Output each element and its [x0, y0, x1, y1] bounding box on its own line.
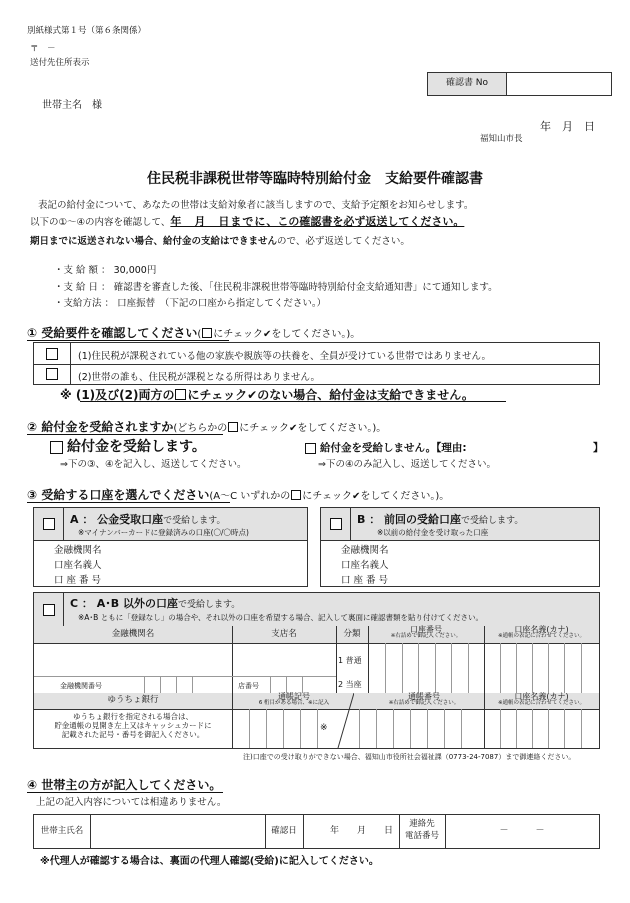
- issue-date: 年 月 日: [540, 120, 595, 133]
- section1-heading: ① 受給要件を確認してください( にチェック✔をしてください。)。: [27, 326, 361, 340]
- requirement2-text: (2)世帯の誰も、住民税が課税となる所得はありません。: [78, 372, 321, 383]
- section4-heading: ④ 世帯主の方が記入してください。: [27, 778, 222, 792]
- yucho-diagonal: [332, 693, 354, 748]
- bank-name-field[interactable]: [34, 643, 232, 673]
- option-b-title: B ： 前回の受給口座で受給します。: [357, 513, 524, 526]
- contact-note: 注)口座での受け取りができない場合、福知山市役所社会福祉課（0773-24-7087）まで御連絡ください。: [243, 753, 576, 761]
- confirm-date-field[interactable]: 年 月 日: [329, 825, 393, 836]
- type-ordinary[interactable]: 1 普通: [338, 656, 362, 665]
- option-receive[interactable]: 給付金を受給します。: [50, 436, 206, 456]
- yucho-instructions: ゆうちょ銀行を指定される場合は、 貯金通帳の見開き左上又はキャッシュカードに 記載された記号・番号を御記入ください。: [54, 712, 212, 739]
- confirm-no-box: [427, 72, 612, 96]
- option-c-checkbox[interactable]: [34, 593, 63, 626]
- option-decline-close: 】: [593, 442, 604, 454]
- option-a-bank: 金融機関名: [54, 545, 102, 556]
- head-signature-table: [33, 814, 600, 849]
- intro-line-3: 期日までに返送されない場合、給付金の支給はできませんので、必ず返送してください。: [30, 236, 410, 247]
- col-kana: 口座名義(カナ) ※通帳の表記に合わせてください。: [497, 625, 586, 639]
- address-label: 送付先住所表示: [30, 58, 90, 68]
- option-receive-note: ⇒下の③、④を記入し、返送してください。: [60, 459, 247, 470]
- confirm-no-label: 確認書 No: [428, 73, 506, 95]
- option-b-checkbox[interactable]: [321, 508, 350, 540]
- option-a-number: 口 座 番 号: [54, 575, 102, 586]
- confirm-no-field[interactable]: [508, 73, 610, 95]
- option-b-number: 口 座 番 号: [341, 575, 389, 586]
- option-b-holder: 口座名義人: [341, 560, 389, 571]
- tel-label: 連絡先 電話番号: [404, 819, 439, 841]
- postal-code: 〒 －: [30, 44, 56, 54]
- yucho-kana-label: 口座名義(カナ) ※通帳の表記に合わせてください。: [497, 692, 586, 706]
- option-c-sub: ※A･B ともに「登録なし」の場合や、それ以外の口座を希望する場合、記入して裏面に確認書類を貼り付けてください。: [78, 613, 484, 622]
- proxy-note: ※代理人が確認する場合は、裏面の代理人確認(受給)に記入してください。: [40, 856, 379, 867]
- intro-line-2: 以下の①～④の内容を確認して、年 月 日までに、この確認書を必ず返送してください。: [30, 215, 465, 228]
- account-option-c: [33, 592, 600, 749]
- section3-heading: ③ 受給する口座を選んでください(A～C いずれかの にチェック✔をしてください。)。: [27, 488, 450, 502]
- account-option-a: [33, 507, 308, 587]
- deadline-date: 年 月 日までに: [170, 215, 267, 228]
- info-method: ・支給方法 ： 口座振替 （下記の口座から指定してください。）: [54, 298, 327, 309]
- yucho-kigo-label: 通帳記号 6 桁目がある場合、※に記入: [258, 692, 330, 706]
- yucho-star: ※: [320, 723, 328, 733]
- bank-code-label: 金融機関番号: [60, 682, 102, 690]
- section2-heading: ② 給付金を受給されますか(どちらかの にチェック✔をしてください。)。: [27, 420, 387, 434]
- info-amount: ・支 給 額 ： 30,000円: [54, 265, 157, 276]
- option-decline-note: ⇒下の④のみ記入し、返送してください。: [318, 459, 496, 470]
- option-b-bank: 金融機関名: [341, 545, 389, 556]
- option-a-checkbox[interactable]: [34, 508, 63, 540]
- option-b-sub: ※以前の給付金を受け取った口座: [377, 528, 489, 537]
- account-option-b: [320, 507, 600, 587]
- section1-warning: ※ (1)及び(2)両方の にチェック✔のない場合、給付金は支給できません。: [60, 388, 474, 402]
- col-type: 分類: [343, 628, 361, 639]
- head-name-field[interactable]: [91, 815, 265, 848]
- branch-name-field[interactable]: [232, 643, 336, 673]
- yucho-label: ゆうちょ銀行: [107, 695, 159, 706]
- yucho-number-label: 通帳番号 ※右詰めで御記入ください。: [388, 692, 460, 706]
- requirement1-text: (1)住民税が課税されている他の家族や親族等の扶養を、全員が受けている世帯ではありません。: [78, 351, 492, 362]
- option-c-title: C ： A･B 以外の口座で受給します。: [70, 597, 241, 610]
- recipient-name: 世帯主名 様: [42, 100, 102, 111]
- requirement1-checkbox[interactable]: [34, 343, 70, 364]
- form-number: 別紙様式第１号（第６条関係）: [27, 26, 147, 36]
- col-branch: 支店名: [271, 628, 297, 639]
- section4-sub: 上記の記入内容については相違ありません。: [36, 797, 227, 808]
- tel-field[interactable]: － －: [499, 825, 545, 836]
- info-date: ・支 給 日 ： 確認書を審査した後、「住民税非課税世帯等臨時特別給付金支給通知書」にて通知します。: [54, 282, 498, 293]
- col-bank: 金融機関名: [111, 628, 155, 639]
- option-a-holder: 口座名義人: [54, 560, 102, 571]
- requirement2-checkbox[interactable]: [34, 364, 70, 384]
- confirm-date-label: 確認日: [271, 825, 297, 836]
- option-a-sub: ※マイナンバーカードに登録済みの口座(〇/〇時点): [78, 528, 249, 537]
- section1-table: [33, 342, 600, 385]
- document-title: 住民税非課税世帯等臨時特別給付金 支給要件確認書: [147, 171, 483, 187]
- issuer: 福知山市長: [480, 134, 523, 144]
- col-account: 口座番号 ※右詰めで御記入ください。: [390, 625, 462, 639]
- type-current[interactable]: 2 当座: [338, 680, 362, 689]
- intro-line-1: 表記の給付金について、あなたの世帯は支給対象者に該当しますので、支給予定額をお知らせします。: [38, 200, 474, 211]
- option-decline[interactable]: 給付金を受給しません。【理由:: [305, 440, 467, 455]
- option-a-title: A ： 公金受取口座で受給します。: [70, 513, 226, 526]
- branch-code-label: 店番号: [238, 682, 259, 690]
- head-name-label: 世帯主氏名: [40, 825, 84, 836]
